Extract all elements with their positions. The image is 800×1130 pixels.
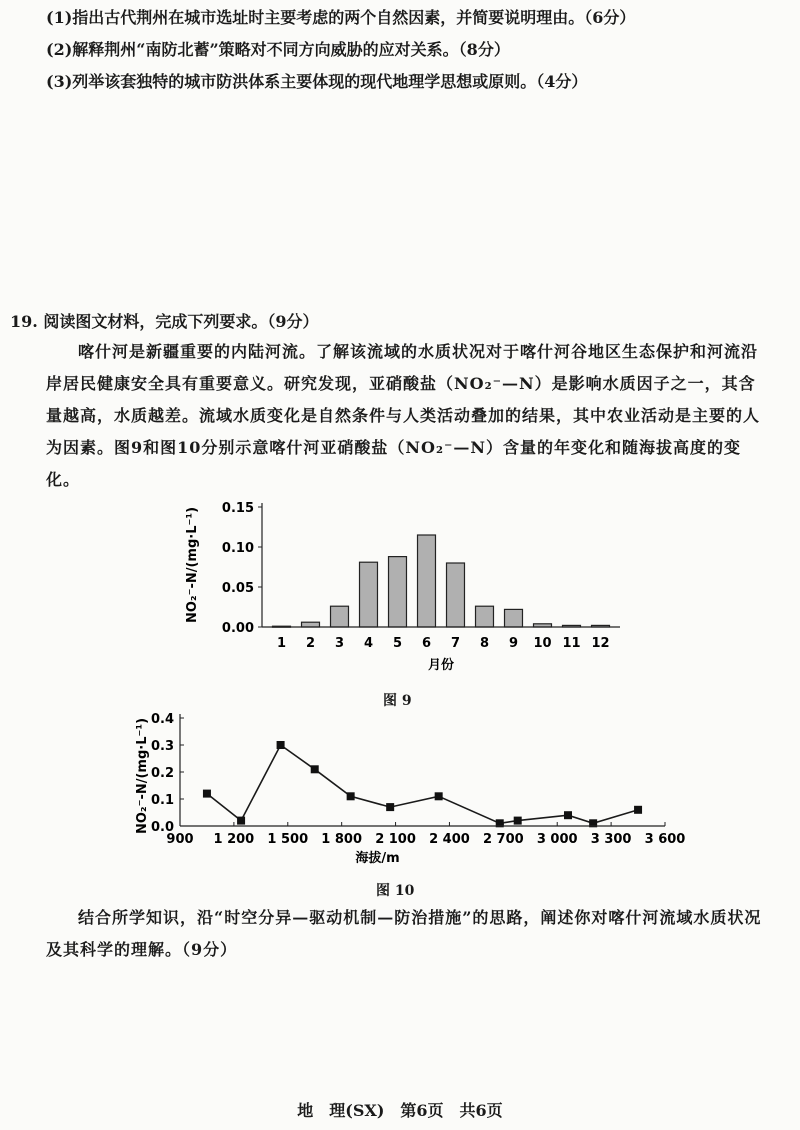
fig10-data-point	[564, 811, 572, 819]
fig9-x-tick-label: 4	[363, 636, 374, 651]
fig10-x-tick-label: 2 700	[482, 832, 524, 847]
fig10-data-point	[347, 792, 355, 800]
fig10-x-tick-label: 3 000	[536, 832, 578, 847]
fig10-data-point	[311, 765, 319, 773]
fig10-x-axis-label: 海拔/m	[355, 851, 400, 866]
fig10-series-line	[207, 745, 638, 823]
fig10-data-point	[634, 806, 642, 814]
fig9-x-tick-label: 6	[421, 636, 432, 651]
fig10-x-tick-label: 3 300	[590, 832, 632, 847]
fig9-bar	[389, 557, 407, 627]
question-19-title: 19. 阅读图文材料，完成下列要求。（9分）	[10, 312, 319, 331]
question-line-3: (3)列举该套独特的城市防洪体系主要体现的现代地理学思想或原则。（4分）	[46, 72, 588, 91]
fig10-y-tick-label: 0.1	[150, 793, 174, 808]
fig10-x-tick-label: 2 100	[375, 832, 416, 847]
question-19-material: 喀什河是新疆重要的内陆河流。了解该流域的水质状况对于喀什河谷地区生态保护和河流沿岸居民健康安全具有重要意义。研究发现，亚硝酸盐（NO₂⁻—N）是影响水质因子之一，其含量越高，水质越差。流域水质变化是自然条件与人类活动叠加的结果，其中农业活动是主要的人为因素。图9和图10分别示意喀什河亚硝酸盐（NO₂⁻—N）含量的年变化和随海拔高度的变化。	[46, 342, 761, 489]
fig10-x-tick-label: 1 800	[321, 832, 363, 847]
fig9-bar	[360, 562, 378, 627]
fig9-bar	[447, 563, 465, 627]
page-footer: 地 理(SX) 第6页 共6页	[297, 1101, 503, 1120]
fig9-y-axis-label: NO₂⁻-N/(mg·L⁻¹)	[185, 506, 200, 624]
fig10-data-point	[435, 792, 443, 800]
figure-10-caption: 图 10	[376, 883, 415, 899]
fig9-x-tick-label: 5	[392, 636, 403, 651]
fig10-x-tick-label: 2 400	[429, 832, 470, 847]
fig9-x-axis-label: 月份	[427, 658, 455, 673]
fig9-x-tick-label: 3	[334, 636, 345, 651]
fig10-x-tick-label: 3 600	[644, 832, 686, 847]
fig9-bar	[418, 535, 436, 627]
fig9-y-tick-label: 0.15	[221, 501, 254, 516]
fig10-x-tick-label: 1 500	[267, 832, 309, 847]
fig9-bar	[331, 606, 349, 627]
fig10-x-tick-label: 1 200	[213, 832, 255, 847]
fig9-x-tick-label: 2	[305, 636, 316, 651]
fig9-x-tick-label: 10	[533, 636, 552, 651]
figure-9-bar-chart	[180, 495, 640, 685]
fig10-y-tick-label: 0.0	[150, 820, 174, 835]
fig9-x-tick-label: 7	[450, 636, 461, 651]
fig9-bar	[476, 606, 494, 627]
fig10-y-axis-label: NO₂⁻-N/(mg·L⁻¹)	[135, 717, 150, 835]
fig9-x-tick-label: 1	[276, 636, 287, 651]
question-19-task: 结合所学知识，沿“时空分异—驱动机制—防治措施”的思路，阐述你对喀什河流域水质状况及其科学的理解。（9分）	[46, 908, 762, 959]
fig9-bar	[302, 622, 320, 627]
fig10-y-tick-label: 0.4	[150, 712, 174, 727]
fig9-y-tick-label: 0.05	[221, 581, 254, 596]
fig10-data-point	[514, 817, 522, 825]
fig10-y-tick-label: 0.2	[150, 766, 174, 781]
question-line-1: (1)指出古代荆州在城市选址时主要考虑的两个自然因素，并简要说明理由。（6分）	[46, 8, 636, 27]
fig9-y-tick-label: 0.10	[221, 541, 254, 556]
fig9-bar	[505, 609, 523, 627]
fig9-x-tick-label: 9	[508, 636, 519, 651]
fig10-data-point	[277, 741, 285, 749]
figure-10-line-chart	[130, 708, 690, 868]
fig10-y-tick-label: 0.3	[150, 739, 174, 754]
fig9-y-tick-label: 0.00	[221, 621, 254, 636]
fig9-x-tick-label: 12	[591, 636, 610, 651]
question-line-2: (2)解释荆州“南防北蓄”策略对不同方向威胁的应对关系。（8分）	[46, 40, 510, 59]
fig9-x-tick-label: 11	[562, 636, 581, 651]
fig10-data-point	[237, 817, 245, 825]
fig10-data-point	[203, 790, 211, 798]
fig10-data-point	[386, 803, 394, 811]
fig10-x-tick-label: 900	[166, 832, 194, 847]
fig9-x-tick-label: 8	[479, 636, 490, 651]
figure-9-caption: 图 9	[383, 693, 412, 709]
